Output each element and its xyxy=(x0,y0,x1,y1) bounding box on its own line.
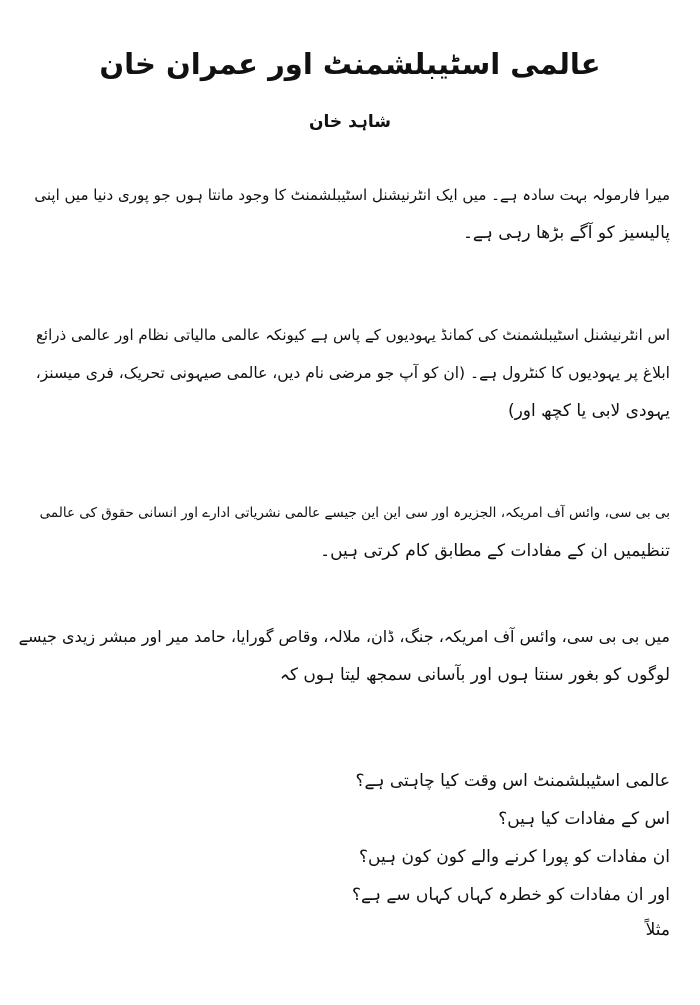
question-list xyxy=(290,762,670,946)
author-name: شاہد خان xyxy=(309,112,391,132)
question-item: اور ان مفادات کو خطرہ کہاں کہاں سے ہے؟ xyxy=(351,885,670,905)
question-item: عالمی اسٹیبلشمنٹ اس وقت کیا چاہتی ہے؟ xyxy=(355,771,670,791)
paragraph-2 xyxy=(18,316,670,430)
paragraph-3 xyxy=(18,494,670,570)
paragraph-line: میرا فارمولہ بہت سادہ ہے۔ میں ایک انٹرنیشنل اسٹیبلشمنٹ کا وجود مانتا ہوں جو پوری دنیا میں اپنی xyxy=(34,186,670,204)
paragraph-line: لوگوں کو بغور سنتا ہوں اور بآسانی سمجھ لیتا ہوں کہ xyxy=(279,665,670,685)
paragraph-line: ابلاغ پر یہودیوں کا کنٹرول ہے۔ (ان کو آپ جو مرضی نام دیں، عالمی صیہونی تحریک، فری میسنز، xyxy=(35,364,670,382)
paragraph-1 xyxy=(18,176,670,252)
question-item: مثلاً xyxy=(645,920,670,940)
paragraph-line: تنظیمیں ان کے مفادات کے مطابق کام کرتی ہیں۔ xyxy=(320,541,670,561)
paragraph-line: اس انٹرنیشنل اسٹیبلشمنٹ کی کمانڈ یہودیوں کے پاس ہے کیونکہ عالمی مالیاتی نظام اور عالمی ذرائع xyxy=(35,326,670,344)
paragraph-4 xyxy=(18,618,670,694)
paragraph-line: پالیسیز کو آگے بڑھا رہی ہے۔ xyxy=(462,223,670,243)
question-item: اس کے مفادات کیا ہیں؟ xyxy=(498,809,670,829)
paragraph-line: میں بی بی سی، وائس آف امریکہ، جنگ، ڈان، ملالہ، وقاص گورایا، حامد میر اور مبشر زیدی جیسے xyxy=(18,627,670,646)
document-title: عالمی اسٹیبلشمنٹ اور عمران خان xyxy=(99,47,601,81)
paragraph-line: یہودی لابی یا کچھ اور) xyxy=(507,401,670,421)
paragraph-line: بی بی سی، وائس آف امریکہ، الجزیرہ اور سی این این جیسے عالمی نشریاتی ادارے اور انسانی حقوق کی عالمی xyxy=(39,505,670,521)
question-item: ان مفادات کو پورا کرنے والے کون کون ہیں؟ xyxy=(359,847,670,867)
